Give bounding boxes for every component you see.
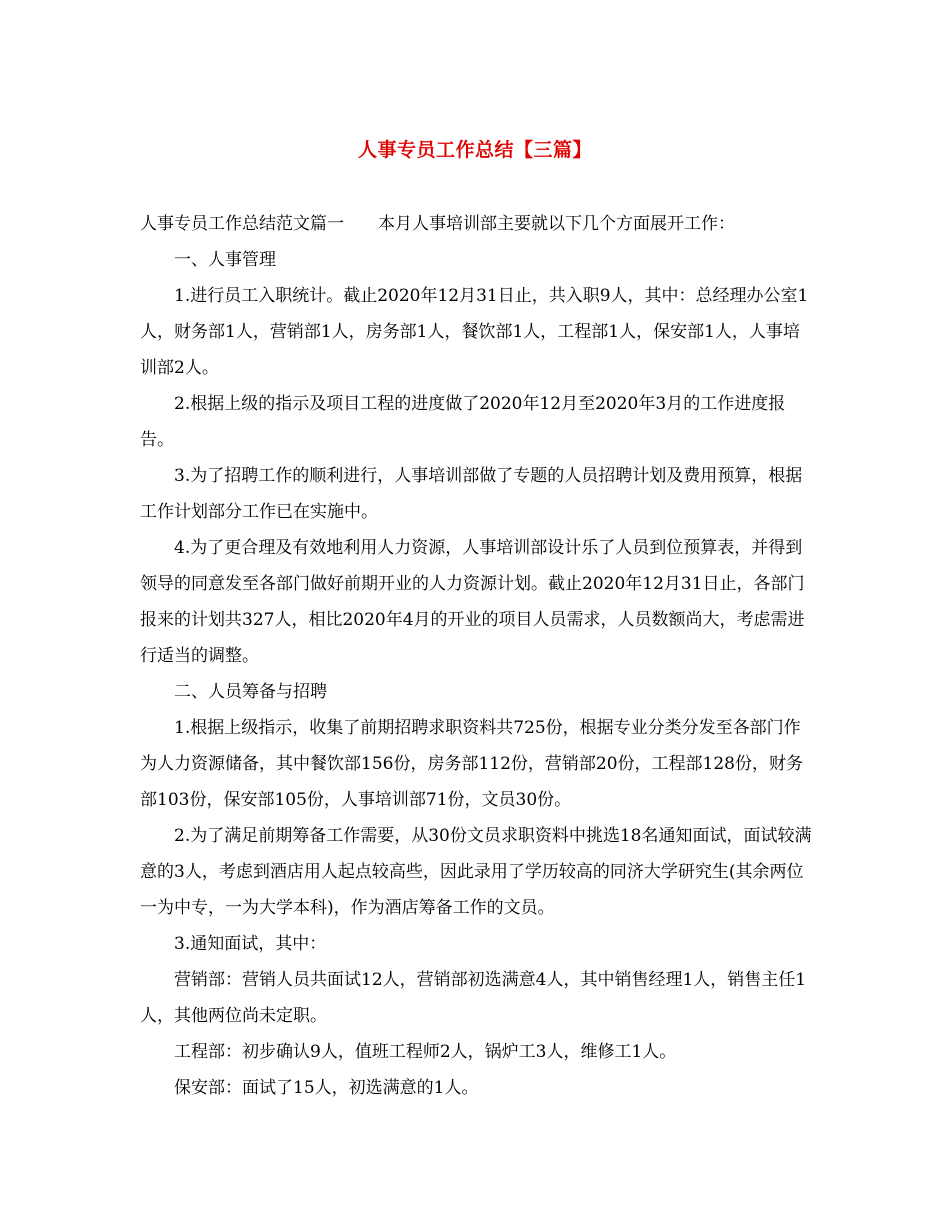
paragraph-clerk-hiring: 2.为了满足前期筹备工作需要，从30份文员求职资料中挑选18名通知面试，面试较满意的3人，考虑到酒店用人起点较高些，因此录用了学历较高的同济大学研究生(其余两位一为中专，一为大学本科)，作为酒店筹备工作的文员。 — [140, 826, 812, 918]
paragraph-onboarding-stats: 1.进行员工入职统计。截止2020年12月31日止，共入职9人，其中：总经理办公室1人，财务部1人，营销部1人，房务部1人，餐饮部1人，工程部1人，保安部1人，人事培训部2人。 — [140, 286, 809, 378]
paragraph-recruiting-plan: 3.为了招聘工作的顺利进行，人事培训部做了专题的人员招聘计划及费用预算，根据工作计划部分工作已在实施中。 — [140, 466, 803, 522]
paragraph-resume-collection: 1.根据上级指示，收集了前期招聘求职资料共725份，根据专业分类分发至各部门作为人力资源储备，其中餐饮部156份，房务部112份，营销部20份，工程部128份，财务部103份，保安部105份，人事培训部71份，文员30份。 — [140, 718, 803, 810]
paragraph-interview-notice: 3.通知面试，其中： — [174, 934, 327, 954]
paragraph-engineering-department: 工程部：初步确认9人，值班工程师2人，锅炉工3人，维修工1人。 — [174, 1042, 677, 1062]
document-body — [140, 206, 816, 1106]
document-title: 人事专员工作总结【三篇】 — [357, 139, 592, 161]
section-heading-staffing-recruiting: 二、人员筹备与招聘 — [174, 682, 327, 702]
section-heading-personnel-management: 一、人事管理 — [174, 250, 276, 270]
paragraph-progress-report: 2.根据上级的指示及项目工程的进度做了2020年12月至2020年3月的工作进度报告。 — [140, 394, 786, 450]
intro-line: 人事专员工作总结范文篇一 本月人事培训部主要就以下几个方面展开工作： — [140, 214, 735, 234]
paragraph-staffing-budget: 4.为了更合理及有效地利用人力资源，人事培训部设计乐了人员到位预算表，并得到领导的同意发至各部门做好前期开业的人力资源计划。截止2020年12月31日止，各部门报来的计划共327人，相比2020年4月的开业的项目人员需求，人员数额尚大，考虑需进行适当的调整。 — [140, 538, 805, 666]
paragraph-sales-department: 营销部：营销人员共面试12人，营销部初选满意4人，其中销售经理1人，销售主任1人，其他两位尚未定职。 — [140, 970, 807, 1026]
paragraph-security-department: 保安部：面试了15人，初选满意的1人。 — [174, 1078, 479, 1098]
